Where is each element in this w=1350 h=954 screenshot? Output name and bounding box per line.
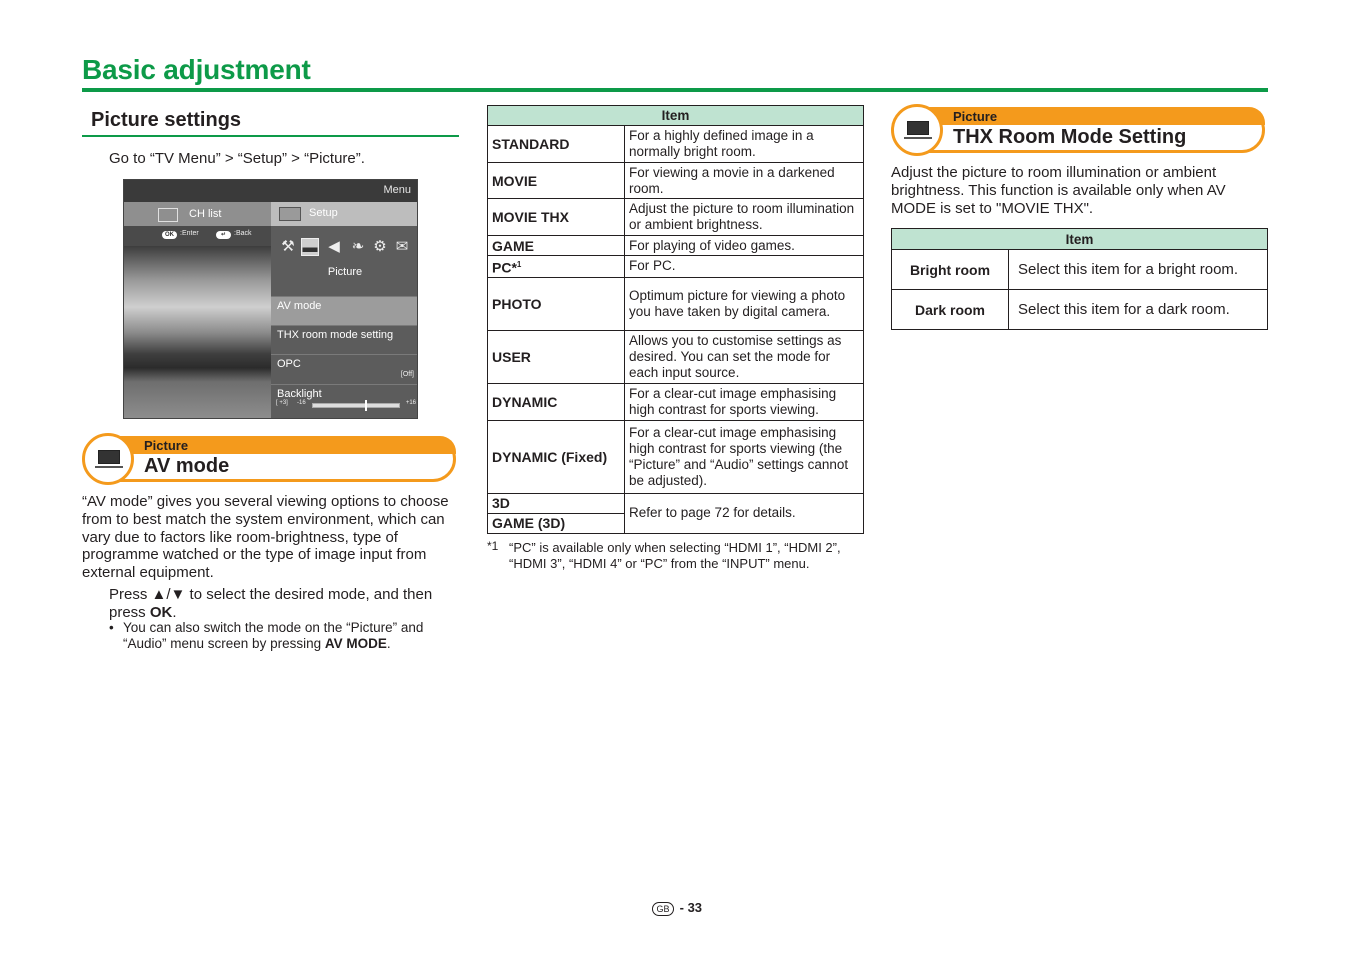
av-mode-intro: “AV mode” gives you several viewing options to choose from to best match the system environment, which can vary due to factors like room-brightness, type of programme watched or the type of image input from external equipment. bbox=[82, 493, 449, 582]
tv-row-backlight bbox=[271, 384, 418, 419]
wrench-icon: ⚒ bbox=[281, 238, 295, 255]
table-row bbox=[488, 493, 864, 513]
gb-badge: GB bbox=[652, 902, 674, 916]
thx-category: Picture bbox=[953, 109, 998, 124]
speaker-icon: ◀ bbox=[328, 238, 340, 255]
tv-menu-title: Menu bbox=[383, 184, 411, 196]
av-mode-note bbox=[123, 620, 458, 652]
tv-setup-tab bbox=[271, 202, 418, 226]
hint-back: :Back bbox=[234, 230, 252, 237]
tv-row-opc-label: OPC bbox=[277, 358, 301, 370]
footnote-ref: 1 bbox=[516, 260, 522, 269]
tv-key-hints bbox=[124, 226, 271, 246]
section-rule bbox=[82, 135, 459, 137]
tv-stand bbox=[904, 137, 932, 139]
backlight-value: [ +3] bbox=[276, 400, 288, 406]
mode-desc: For playing of video games. bbox=[625, 236, 864, 256]
note-end: . bbox=[386, 636, 391, 651]
page-number bbox=[652, 900, 702, 916]
leaf-icon: ❧ bbox=[351, 238, 365, 255]
instruction-end: . bbox=[172, 603, 177, 621]
thx-option-name: Dark room bbox=[892, 290, 1009, 330]
mode-desc: Adjust the picture to room illumination or ambient brightness. bbox=[625, 199, 864, 236]
hint-enter: :Enter bbox=[180, 230, 199, 237]
table-row bbox=[488, 420, 864, 493]
mode-name: DYNAMIC (Fixed) bbox=[488, 420, 625, 493]
setup-icon bbox=[279, 207, 301, 221]
table-row bbox=[488, 163, 864, 199]
note-text: You can also switch the mode on the “Picture” and “Audio” menu screen by pressing bbox=[123, 620, 424, 651]
thx-heading bbox=[891, 107, 1265, 153]
tv-stand bbox=[95, 466, 123, 468]
mode-desc: Optimum picture for viewing a photo you have taken by digital camera. bbox=[625, 277, 864, 330]
menu-path-text: Go to “TV Menu” > “Setup” > “Picture”. bbox=[109, 150, 365, 167]
table-header: Item bbox=[488, 106, 864, 126]
mail-icon: ✉ bbox=[395, 238, 409, 255]
tv-picture-label: Picture bbox=[327, 266, 363, 278]
picture-icon: ▬ bbox=[302, 239, 318, 256]
mode-name: STANDARD bbox=[488, 126, 625, 163]
page-title: Basic adjustment bbox=[82, 54, 311, 85]
mode-desc: For a clear-cut image emphasising high contrast for sports viewing (the “Picture” and “Audio” settings cannot be adjusted). bbox=[625, 420, 864, 493]
thx-table bbox=[891, 228, 1268, 330]
bullet-mark: • bbox=[109, 620, 114, 635]
mode-name: GAME bbox=[488, 236, 625, 256]
table-row bbox=[488, 236, 864, 256]
thx-option-name: Bright room bbox=[892, 250, 1009, 290]
tv-row-thx bbox=[271, 325, 418, 354]
table-row bbox=[488, 126, 864, 163]
mode-desc: For a highly defined image in a normally bright room. bbox=[625, 126, 864, 163]
tv-setup-label: Setup bbox=[309, 207, 338, 219]
footnote-text: “PC” is available only when selecting “HDMI 1”, “HDMI 2”, “HDMI 3”, “HDMI 4” or “PC” from the “INPUT” menu. bbox=[509, 540, 841, 571]
av-mode-category: Picture bbox=[144, 438, 189, 453]
mode-desc: For viewing a movie in a darkened room. bbox=[625, 163, 864, 199]
thx-title: THX Room Mode Setting bbox=[953, 126, 1187, 148]
thx-intro: Adjust the picture to room illumination or ambient brightness. This function is available only when AV MODE is set to "MOVIE THX". bbox=[891, 164, 1226, 217]
table-header-row bbox=[892, 229, 1268, 250]
section-title: Picture settings bbox=[91, 109, 242, 131]
ok-key: OK bbox=[149, 603, 173, 621]
tv-category-icons bbox=[279, 238, 411, 256]
mode-desc: Allows you to customise settings as desired. You can set the mode for each input source. bbox=[625, 330, 864, 383]
tv-setup-panel bbox=[271, 226, 418, 419]
table-row bbox=[488, 199, 864, 236]
tv-icon bbox=[907, 121, 929, 135]
ch-list-icon bbox=[158, 208, 178, 222]
footnote-mark: *1 bbox=[487, 539, 499, 553]
thx-option-desc: Select this item for a bright room. bbox=[1009, 250, 1268, 290]
tv-menu-header bbox=[124, 180, 417, 202]
mode-name: GAME (3D) bbox=[488, 513, 625, 533]
table-row bbox=[488, 256, 864, 278]
ok-key-icon: OK bbox=[162, 231, 177, 239]
table-row bbox=[488, 383, 864, 420]
tv-menu-screenshot bbox=[123, 179, 418, 419]
picture-category-icon bbox=[82, 433, 134, 485]
backlight-slider bbox=[312, 403, 400, 408]
mode-name: USER bbox=[488, 330, 625, 383]
tv-row-thx-label: THX room mode setting bbox=[277, 329, 394, 341]
tv-landscape-photo bbox=[124, 246, 271, 419]
tv-row-opc bbox=[271, 354, 418, 383]
mode-name: MOVIE bbox=[488, 163, 625, 199]
gear-icon: ⚙ bbox=[373, 238, 387, 255]
table-row bbox=[892, 290, 1268, 330]
mode-name bbox=[488, 256, 625, 278]
av-mode-instruction bbox=[109, 586, 449, 622]
table-row bbox=[892, 250, 1268, 290]
backlight-min: -16 bbox=[297, 400, 306, 406]
return-key-icon: ↵ bbox=[216, 231, 231, 239]
tv-row-av-mode bbox=[271, 296, 418, 325]
table-header-row bbox=[488, 106, 864, 126]
mode-name: DYNAMIC bbox=[488, 383, 625, 420]
mode-name: PHOTO bbox=[488, 277, 625, 330]
table-header: Item bbox=[892, 229, 1268, 250]
tv-row-backlight-label: Backlight bbox=[277, 388, 322, 400]
instruction-text: Press ▲/▼ to select the desired mode, and then press bbox=[109, 586, 433, 621]
tv-icon bbox=[98, 450, 120, 464]
page-number-text: - 33 bbox=[679, 900, 703, 915]
backlight-max: +16 bbox=[405, 400, 416, 406]
mode-desc: For PC. bbox=[625, 256, 864, 278]
mode-desc-shared: Refer to page 72 for details. bbox=[625, 493, 864, 533]
mode-name: 3D bbox=[488, 493, 625, 513]
backlight-slider-knob bbox=[365, 400, 367, 411]
av-mode-title: AV mode bbox=[144, 455, 230, 477]
picture-category-icon bbox=[891, 104, 943, 156]
tv-row-av-mode-label: AV mode bbox=[277, 300, 322, 312]
mode-name: MOVIE THX bbox=[488, 199, 625, 236]
av-mode-table bbox=[487, 105, 864, 534]
title-rule bbox=[82, 88, 1268, 92]
tv-ch-list-label: CH list bbox=[189, 208, 222, 220]
mode-name-text: PC* bbox=[492, 259, 517, 276]
table-row bbox=[488, 330, 864, 383]
tv-row-opc-value: [Off] bbox=[400, 371, 414, 378]
av-mode-key: AV MODE bbox=[324, 636, 387, 651]
mode-desc: For a clear-cut image emphasising high contrast for sports viewing. bbox=[625, 383, 864, 420]
thx-option-desc: Select this item for a dark room. bbox=[1009, 290, 1268, 330]
table-row bbox=[488, 277, 864, 330]
tv-ch-list-tab bbox=[124, 202, 271, 226]
av-mode-heading bbox=[82, 436, 456, 482]
